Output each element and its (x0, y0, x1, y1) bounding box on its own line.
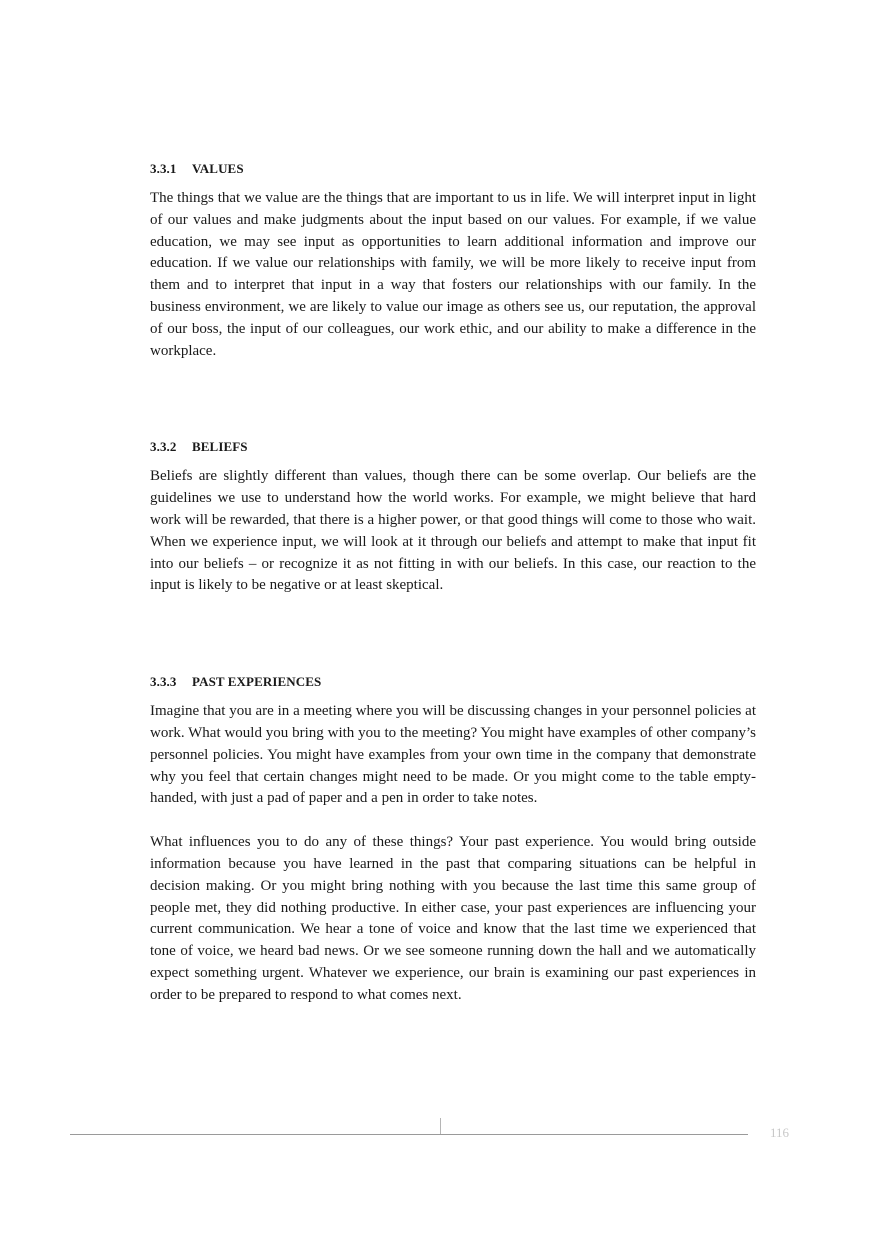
paragraph: Beliefs are slightly different than values, though there can be some overlap. Our beliefs are the guidelines we use to understand how the world works. For example, we might believe that hard work will be rewarded, that there is a higher power, or that good things will come to those who wait. When we experience input, we will look at it through our beliefs and attempt to make that input fit into our beliefs – or recognize it as not fitting in with our beliefs. In this case, our reaction to the input is likely to be negative or at least skeptical. (150, 468, 756, 594)
paragraph: The things that we value are the things that are important to us in life. We will interpret input in light of our values and make judgments about the input based on our values. For example, if we value education, we may see input as opportunities to learn additional information and improve our education. If we value our relationships with family, we will be more likely to receive input from them and to interpret that input in a way that fosters our relationships with our family. In the business environment, we are likely to value our image as others see us, our reputation, the approval of our boss, the input of our colleagues, our work ethic, and our ability to make a difference in the workplace. (150, 190, 756, 359)
section-number: 3.3.1 (150, 161, 177, 176)
paragraph: Imagine that you are in a meeting where you will be discussing changes in your personnel policies at work. What would you bring with you to the meeting? You might have examples of other company’s personnel policies. You might have examples from your own time in the company that demonstrate why you feel that certain changes might need to be made. Or you might come to the table empty-handed, with just a pad of paper and a pen in order to take notes. (150, 703, 756, 807)
section-title: VALUES (192, 161, 244, 176)
section-heading (150, 160, 756, 178)
section-spacer (150, 597, 756, 673)
footer-divider-tick (440, 1118, 441, 1135)
section-past-experiences (150, 673, 756, 1006)
section-heading (150, 438, 756, 456)
section-heading (150, 673, 756, 691)
footer-rule-right (440, 1134, 748, 1135)
section-title: PAST EXPERIENCES (192, 674, 322, 690)
section-number: 3.3.2 (150, 439, 177, 455)
page-body (150, 160, 756, 1007)
paragraph-spacer (150, 810, 756, 832)
page-number: 116 (770, 1125, 790, 1140)
section-title: BELIEFS (192, 439, 248, 455)
section-number: 3.3.3 (150, 674, 177, 690)
section-spacer (150, 362, 756, 438)
section-beliefs (150, 438, 756, 597)
footer-rule-left (70, 1134, 440, 1135)
paragraph: What influences you to do any of these things? Your past experience. You would bring outside information because you have learned in the past that comparing situations can be helpful in decision making. Or you might bring nothing with you because the last time this same group of people met, they did nothing productive. In either case, your past experiences are influencing your current communication. We hear a tone of voice and know that the last time we experienced that tone of voice, we heard bad news. Or we see someone running down the hall and we automatically expect something urgent. Whatever we experience, our brain is examining our past experiences in order to be prepared to respond to what comes next. (150, 834, 756, 1003)
section-values (150, 160, 756, 362)
